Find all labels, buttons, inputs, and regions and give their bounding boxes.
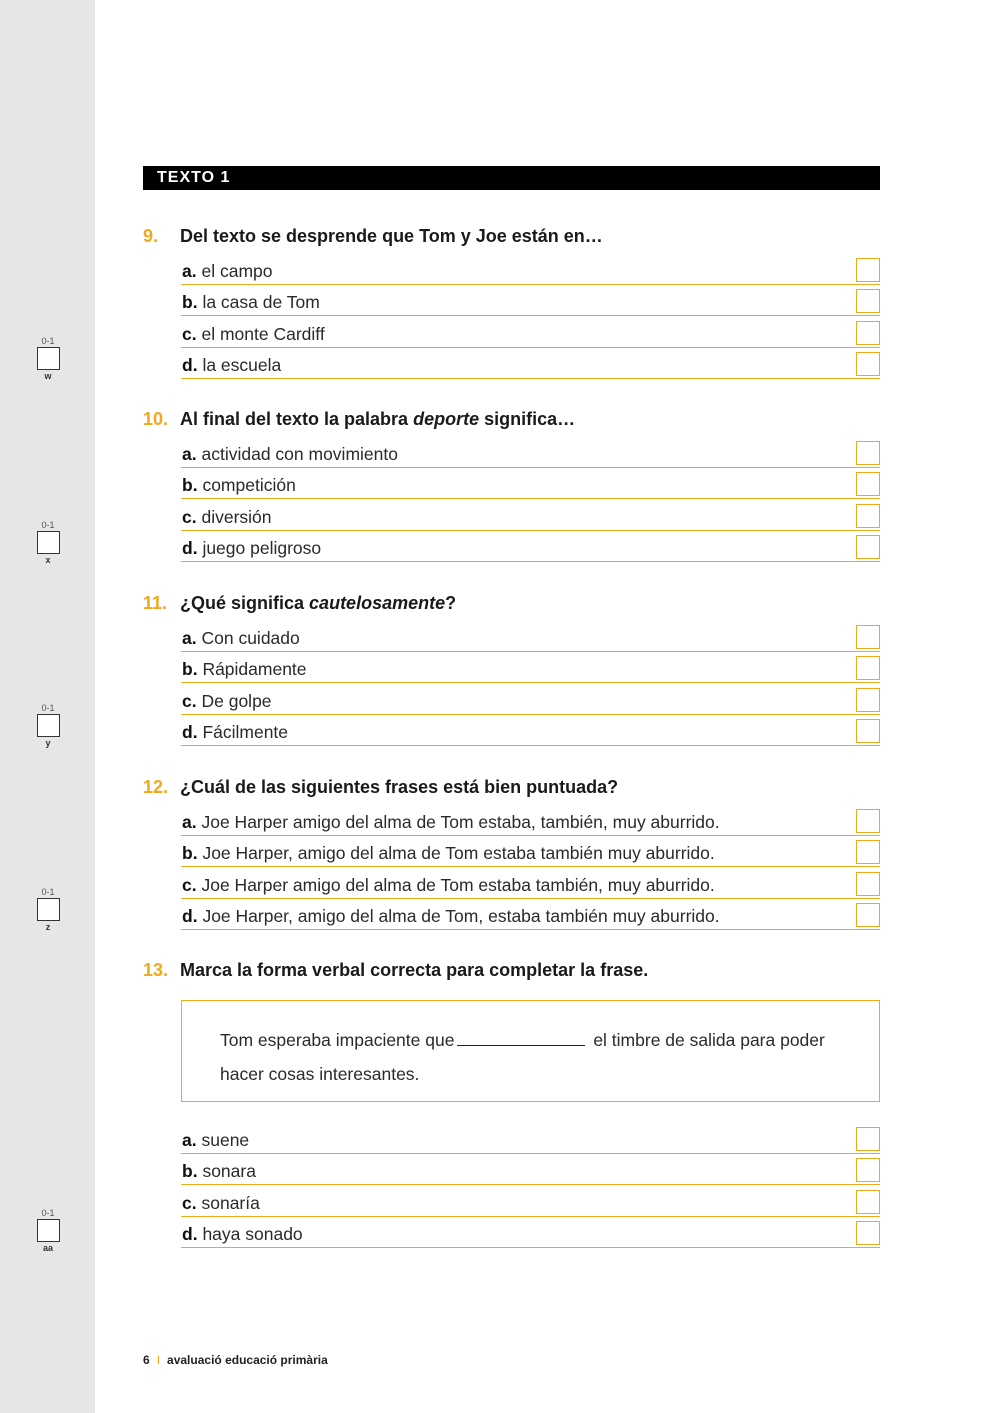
score-range: 0-1: [41, 520, 55, 530]
answer-checkbox[interactable]: [856, 625, 880, 649]
option-letter: d.: [182, 906, 198, 926]
answer-checkbox[interactable]: [856, 321, 880, 345]
score-box-x: [34, 520, 62, 566]
option-letter: a.: [182, 811, 197, 832]
option-d[interactable]: [181, 531, 880, 563]
score-checkbox[interactable]: [37, 531, 60, 554]
question-number: 11.: [143, 593, 168, 613]
option-letter: a.: [182, 627, 197, 648]
option-text: Joe Harper amigo del alma de Tom estaba, también, muy aburrido.: [201, 811, 720, 832]
question-11: [143, 590, 880, 746]
score-range: 0-1: [41, 336, 55, 346]
option-a[interactable]: [181, 620, 880, 652]
score-range: 0-1: [41, 887, 55, 897]
option-text: Joe Harper amigo del alma de Tom estaba también, muy aburrido.: [201, 874, 715, 895]
question-text: ¿Cuál de las siguientes frases está bien puntuada?: [180, 777, 619, 797]
option-list: [181, 253, 880, 379]
option-letter: a.: [182, 260, 197, 281]
question-number: 9.: [143, 226, 159, 246]
option-letter: c.: [182, 323, 197, 344]
question-title: [143, 774, 880, 800]
answer-checkbox[interactable]: [856, 656, 880, 680]
option-c[interactable]: [181, 1185, 880, 1217]
option-text: Rápidamente: [202, 659, 307, 679]
option-letter: c.: [182, 874, 197, 895]
score-box-aa: [34, 1208, 62, 1254]
sentence-end: el timbre de salida para poder hacer cosas interesantes.: [220, 1030, 825, 1084]
score-box-z: [34, 887, 62, 933]
option-text: suene: [201, 1129, 250, 1150]
option-text: actividad con movimiento: [201, 443, 398, 464]
option-letter: b.: [182, 475, 198, 495]
option-d[interactable]: [181, 1217, 880, 1249]
option-a[interactable]: [181, 253, 880, 285]
question-text-end: ?: [445, 593, 457, 613]
option-letter: b.: [182, 1161, 198, 1181]
question-text: ¿Qué significa: [180, 593, 305, 613]
option-a[interactable]: [181, 1122, 880, 1154]
answer-checkbox[interactable]: [856, 903, 880, 927]
option-text: el monte Cardiff: [201, 323, 325, 344]
option-d[interactable]: [181, 899, 880, 931]
score-checkbox[interactable]: [37, 714, 60, 737]
option-text: Joe Harper, amigo del alma de Tom estaba también muy aburrido.: [202, 843, 715, 863]
option-text: Fácilmente: [202, 722, 289, 742]
option-letter: b.: [182, 292, 198, 312]
answer-checkbox[interactable]: [856, 1190, 880, 1214]
option-text: el campo: [201, 260, 273, 281]
option-letter: d.: [182, 355, 198, 375]
sentence-start: Tom esperaba impaciente que: [220, 1030, 455, 1050]
option-text: Con cuidado: [201, 627, 300, 648]
question-text: Marca la forma verbal correcta para completar la frase.: [180, 960, 649, 980]
question-number: 10.: [143, 409, 169, 429]
option-letter: b.: [182, 659, 198, 679]
answer-checkbox[interactable]: [856, 258, 880, 282]
question-text: Al final del texto la palabra: [180, 409, 409, 429]
question-title: [143, 406, 880, 432]
question-12: [143, 774, 880, 930]
option-list: [181, 804, 880, 930]
option-d[interactable]: [181, 348, 880, 380]
option-text: la casa de Tom: [202, 292, 320, 312]
option-c[interactable]: [181, 499, 880, 531]
option-d[interactable]: [181, 715, 880, 747]
option-list: [181, 1122, 880, 1248]
score-letter: z: [45, 922, 51, 932]
score-range: 0-1: [41, 703, 55, 713]
section-banner: TEXTO 1: [143, 166, 880, 190]
option-letter: d.: [182, 1224, 198, 1244]
score-letter: y: [45, 738, 51, 748]
score-checkbox[interactable]: [37, 347, 60, 370]
question-9: [143, 223, 880, 379]
answer-checkbox[interactable]: [856, 472, 880, 496]
answer-checkbox[interactable]: [856, 719, 880, 743]
option-letter: c.: [182, 690, 197, 711]
footer-text: avaluació educació primària: [167, 1353, 328, 1367]
question-title: [143, 590, 880, 616]
answer-checkbox[interactable]: [856, 1221, 880, 1245]
option-text: De golpe: [201, 690, 272, 711]
question-keyword: deporte: [413, 409, 480, 429]
answer-checkbox[interactable]: [856, 289, 880, 313]
option-c[interactable]: [181, 867, 880, 899]
option-text: la escuela: [202, 355, 282, 375]
option-text: competición: [202, 475, 296, 495]
score-checkbox[interactable]: [37, 1219, 60, 1242]
answer-checkbox[interactable]: [856, 352, 880, 376]
footer-separator: I: [156, 1353, 161, 1367]
option-text: juego peligroso: [202, 538, 322, 558]
answer-checkbox[interactable]: [856, 535, 880, 559]
page-footer: [143, 1353, 328, 1367]
answer-checkbox[interactable]: [856, 688, 880, 712]
option-text: sonara: [202, 1161, 256, 1181]
option-b[interactable]: [181, 836, 880, 868]
option-text: sonaría: [201, 1192, 260, 1213]
answer-checkbox[interactable]: [856, 840, 880, 864]
option-a[interactable]: [181, 436, 880, 468]
score-letter: x: [45, 555, 51, 565]
option-list: [181, 620, 880, 746]
option-b[interactable]: [181, 1154, 880, 1186]
option-text: diversión: [201, 506, 272, 527]
question-text: Del texto se desprende que Tom y Joe están en…: [180, 226, 603, 246]
question-text-end: significa…: [484, 409, 576, 429]
option-text: haya sonado: [202, 1224, 303, 1244]
option-c[interactable]: [181, 316, 880, 348]
option-letter: b.: [182, 843, 198, 863]
sentence-box: [181, 1000, 880, 1102]
answer-checkbox[interactable]: [856, 872, 880, 896]
score-box-w: [34, 336, 62, 382]
score-box-y: [34, 703, 62, 749]
option-b[interactable]: [181, 285, 880, 317]
question-title: [143, 223, 880, 249]
answer-checkbox[interactable]: [856, 1127, 880, 1151]
option-list: [181, 436, 880, 562]
option-letter: d.: [182, 722, 198, 742]
question-title: [143, 957, 880, 983]
option-letter: d.: [182, 538, 198, 558]
score-letter: aa: [42, 1243, 53, 1253]
question-13: [143, 957, 880, 983]
question-keyword: cautelosamente: [309, 593, 446, 613]
page-number: 6: [143, 1353, 150, 1367]
question-number: 13.: [143, 960, 169, 980]
question-number: 12.: [143, 777, 169, 797]
answer-checkbox[interactable]: [856, 809, 880, 833]
answer-checkbox[interactable]: [856, 441, 880, 465]
question-10: [143, 406, 880, 562]
sentence-blank: [457, 1031, 585, 1046]
answer-checkbox[interactable]: [856, 504, 880, 528]
option-b[interactable]: [181, 652, 880, 684]
option-letter: c.: [182, 1192, 197, 1213]
score-range: 0-1: [41, 1208, 55, 1218]
option-c[interactable]: [181, 683, 880, 715]
option-letter: a.: [182, 443, 197, 464]
option-a[interactable]: [181, 804, 880, 836]
score-letter: w: [44, 371, 52, 381]
option-letter: a.: [182, 1129, 197, 1150]
option-b[interactable]: [181, 468, 880, 500]
option-text: Joe Harper, amigo del alma de Tom, estaba también muy aburrido.: [202, 906, 720, 926]
question-13-options: [143, 1122, 880, 1248]
option-letter: c.: [182, 506, 197, 527]
answer-checkbox[interactable]: [856, 1158, 880, 1182]
score-checkbox[interactable]: [37, 898, 60, 921]
